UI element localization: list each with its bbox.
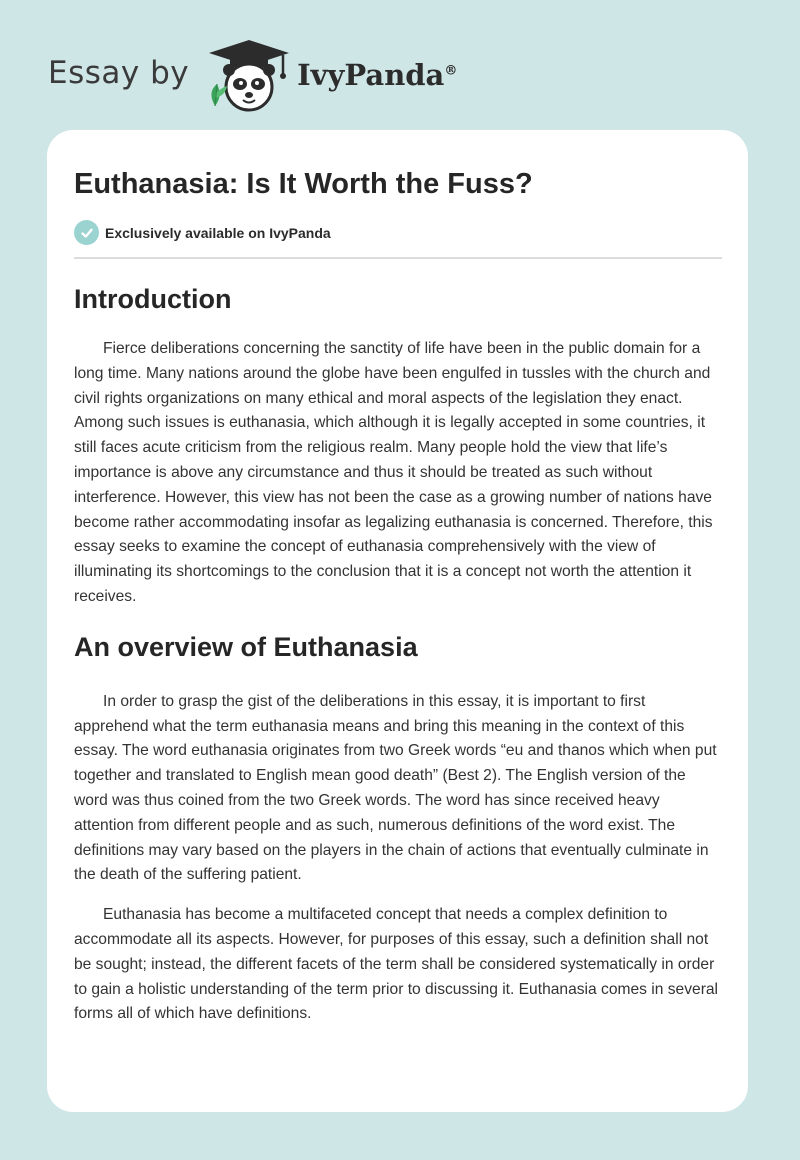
- paragraph: Euthanasia has become a multifaceted concept that needs a complex definition to accommodate all its aspects. However, for purposes of this essay, such a definition shall not be sought; instead, the different facets of the term shall be considered systematically in order to gain a holistic understanding of the term prior to discussing it. Euthanasia comes in several forms all of which have definitions.: [74, 906, 719, 1023]
- essay-card: [47, 130, 748, 1112]
- divider: [74, 257, 722, 259]
- registered-mark: ®: [444, 63, 458, 79]
- section-heading-introduction: Introduction: [74, 284, 232, 314]
- site-header: [48, 36, 457, 116]
- check-circle-icon: [74, 220, 99, 245]
- brand-name[interactable]: IvyPanda®: [297, 58, 458, 92]
- essay-by-label: Essay by: [48, 55, 190, 91]
- ivypanda-logo-icon[interactable]: [203, 36, 295, 116]
- page-title: Euthanasia: Is It Worth the Fuss?: [74, 168, 533, 200]
- paragraph: In order to grasp the gist of the deliberations in this essay, it is important to first apprehend what the term euthanasia means and bring this meaning in the context of this essay. The word euthanasia originates from two Greek words “eu and thanos which when put together and translated to English mean good death” (Best 2). The English version of the word was thus coined from the two Greek words. The word has since received heavy attention from different people and as such, numerous definitions of the word exist. The definitions may vary based on the players in the chain of actions that eventually culminate in the death of the suffering patient.: [74, 692, 717, 884]
- section-heading-overview: An overview of Euthanasia: [74, 631, 418, 662]
- exclusive-badge: [74, 220, 722, 245]
- paragraph: Fierce deliberations concerning the sanctity of life have been in the public domain for a long time. Many nations around the globe have been engulfed in tussles with the church and civil rights organizations on many ethical and moral aspects of the legislation they enact. Among such issues is euthanasia, which although it is legally accepted in some countries, it still faces acute criticism from the religious realm. Many people hold the view that life’s importance is above any circumstance and thus it should be treated as such without interference. However, this view has not been the case as a growing number of nations have become rather accommodating insofar as legalizing euthanasia is concerned. Therefore, this essay seeks to examine the concept of euthanasia comprehensively with the view of illuminating its shortcomings to the conclusion that it is a concept not worth the attention it receives.: [74, 340, 713, 605]
- exclusive-badge-label: Exclusively available on IvyPanda: [105, 224, 331, 241]
